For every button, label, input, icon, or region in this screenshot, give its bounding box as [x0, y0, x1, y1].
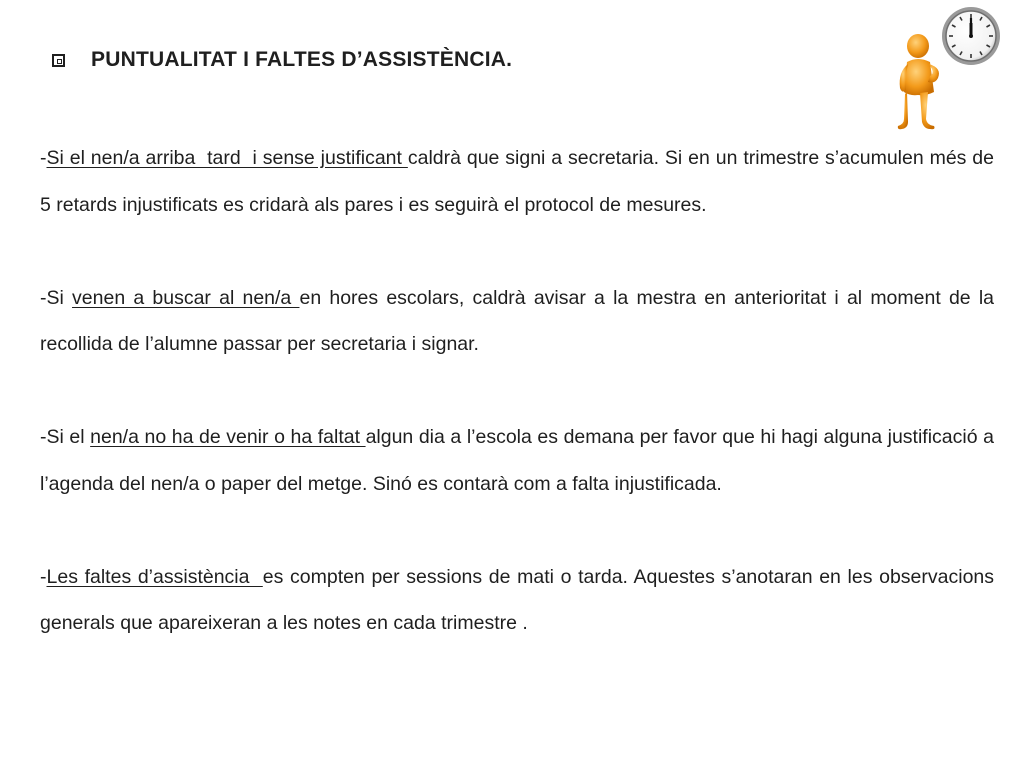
paragraph-underlined: Les faltes d’assistència	[46, 565, 263, 588]
body-text	[40, 135, 994, 647]
paragraph-lead: -	[40, 565, 47, 588]
paragraph-absence-justification	[40, 414, 994, 507]
paragraph-lead: -	[40, 147, 47, 169]
paragraph-underlined: venen a buscar al nen/a	[72, 286, 300, 309]
paragraph-lead: -Si el	[40, 426, 91, 448]
paragraph-underlined: Si el nen/a arriba tard i sense justificant	[46, 147, 408, 169]
paragraph-lead: -Si	[40, 286, 73, 309]
paragraph-late-arrival	[40, 135, 994, 228]
checkbox-square-icon	[52, 54, 65, 67]
paragraph-text: algun dia a l’escola es demana per favor que hi hagi alguna justificació a l’agenda del nen/a o paper del metge. Sinó es contarà com a falta injustificada.	[40, 426, 994, 495]
page-title: PUNTUALITAT I FALTES D’ASSISTÈNCIA.	[91, 48, 513, 71]
paragraph-absence-counting	[40, 554, 994, 647]
person-figure	[898, 34, 939, 129]
paragraph-underlined: nen/a no ha de venir o ha faltat	[90, 426, 366, 448]
paragraph-text: caldrà que signi a secretaria. Si en un trimestre s’acumulen més de 5 retards injustificats es cridarà als pares i es seguirà el protocol de mesures.	[40, 147, 994, 216]
title-row	[52, 48, 512, 72]
person-with-clock-icon	[880, 6, 1004, 134]
paragraph-text: es compten per sessions de mati o tarda. Aquestes s’anotaran en les observacions generals que apareixeran a les notes en cada trimestre .	[40, 565, 995, 634]
clock-icon	[942, 7, 1000, 65]
paragraph-text: en hores escolars, caldrà avisar a la mestra en anterioritat i al moment de la recollida de l’alumne passar per secretaria i signar.	[40, 286, 995, 355]
paragraph-early-pickup	[40, 275, 994, 368]
